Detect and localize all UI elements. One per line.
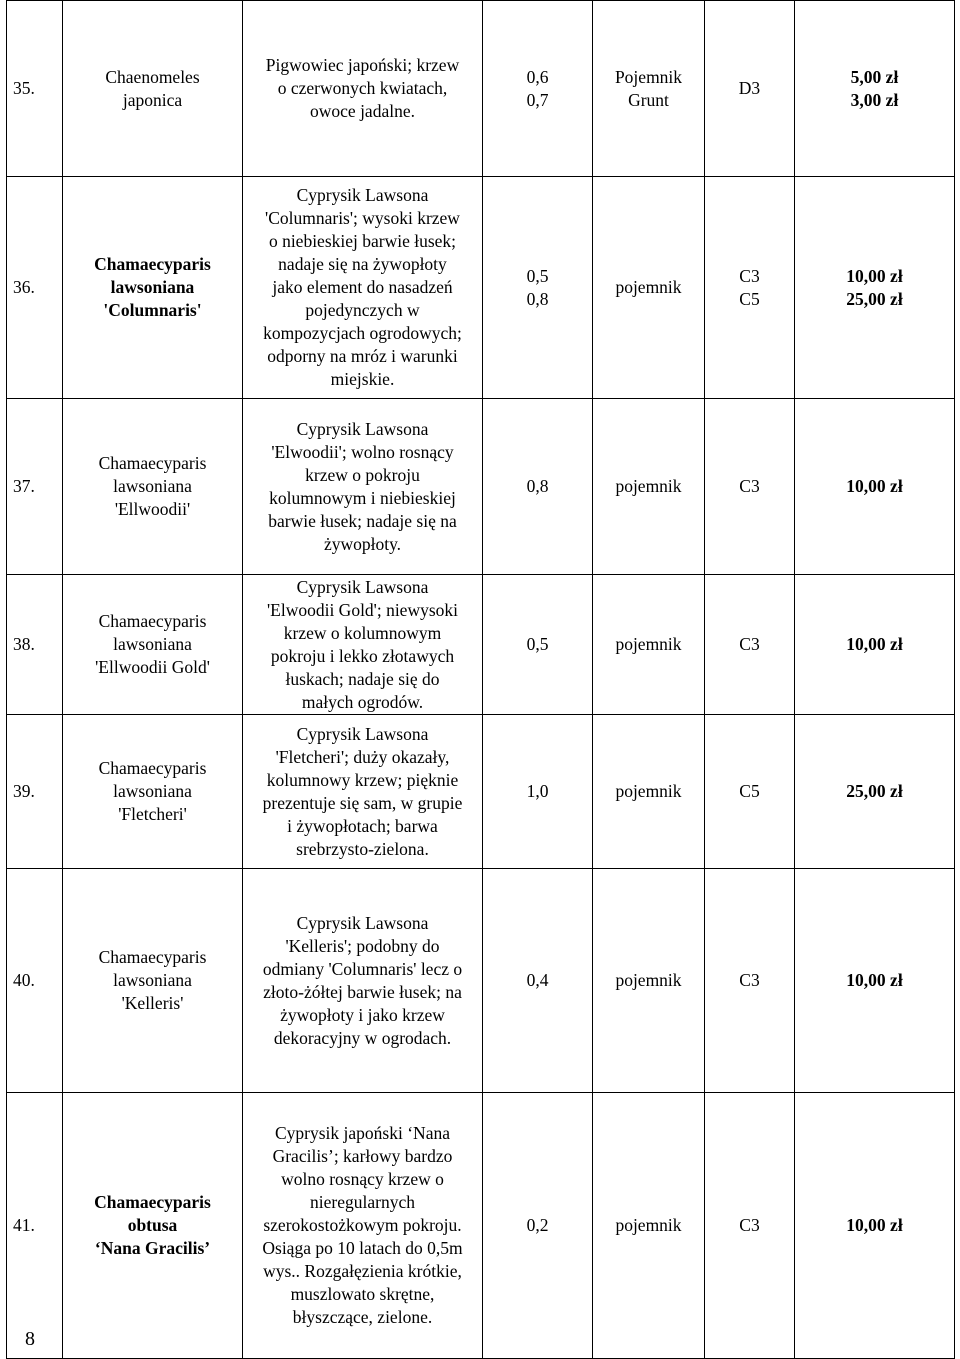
plant-size-line: 0,2 [526, 1215, 549, 1235]
row-number [7, 177, 63, 399]
price-line: 10,00 zł [846, 970, 903, 990]
description-line: owoce jadalne. [310, 101, 415, 121]
plant-size [483, 575, 593, 715]
container-size-line: D3 [738, 78, 761, 98]
description-line: kolumnowy krzew; pięknie [266, 769, 459, 790]
plant-size-line: 0,8 [526, 476, 549, 496]
plant-type-line: pojemnik [615, 476, 682, 496]
description-line: Cyprysik Lawsona [296, 912, 429, 933]
plant-size-line: 0,7 [526, 89, 549, 110]
description-line: i żywopłotach; barwa [287, 815, 438, 836]
latin-name-line: 'Ellwoodii' [114, 499, 191, 519]
latin-name-line: Chamaecyparis [98, 453, 207, 473]
description-line: Osiąga po 10 latach do 0,5m [262, 1238, 463, 1258]
container-size-line: C5 [739, 288, 760, 309]
price [795, 1093, 955, 1359]
description-line: Cyprysik Lawsona [296, 418, 429, 439]
latin-name-line: Chamaecyparis [94, 1192, 211, 1212]
row-number [7, 575, 63, 715]
description [243, 1093, 483, 1359]
description-line: złoto-żółtej barwie łusek; na [263, 981, 462, 1002]
plant-size-line: 0,5 [526, 634, 549, 654]
row-number-line: 41. [13, 1215, 35, 1235]
latin-name [63, 715, 243, 869]
description-line: 'Elwoodii'; wolno rosnący [271, 441, 454, 462]
description [243, 715, 483, 869]
plant-type-line: pojemnik [615, 1215, 682, 1235]
price-line: 10,00 zł [846, 634, 903, 654]
description-line: żywopłoty i jako krzew [280, 1004, 445, 1025]
description-line: muszlowato skrętne, [290, 1284, 435, 1304]
latin-name-line: japonica [122, 89, 183, 110]
description-line: kolumnowym i niebieskiej [269, 487, 456, 508]
description [243, 177, 483, 399]
plant-type [593, 869, 705, 1093]
latin-name [63, 1, 243, 177]
description-line: małych ogrodów. [301, 691, 424, 712]
container-size [705, 1093, 795, 1359]
row-number-line: 36. [13, 277, 35, 297]
table-row [7, 575, 955, 715]
plant-size [483, 1, 593, 177]
row-number-line: 35. [13, 78, 35, 98]
latin-name-line: Chamaecyparis [94, 254, 211, 274]
row-number-line: 40. [13, 970, 35, 990]
plant-size [483, 869, 593, 1093]
description-line: dekoracyjny w ogrodach. [273, 1027, 452, 1048]
plant-type [593, 399, 705, 575]
latin-name-line: lawsoniana [113, 781, 192, 801]
plant-size-line: 0,5 [526, 265, 549, 286]
plant-type [593, 1093, 705, 1359]
description-line: nadaje się na żywopłoty [278, 254, 447, 274]
plant-size [483, 177, 593, 399]
plant-type [593, 1, 705, 177]
latin-name [63, 1093, 243, 1359]
price [795, 575, 955, 715]
latin-name [63, 177, 243, 399]
latin-name [63, 869, 243, 1093]
description-line: o niebieskiej barwie łusek; [268, 231, 457, 251]
description-line: 'Fletcheri'; duży okazały, [275, 746, 450, 767]
description-line: odmiany 'Columnaris' lecz o [262, 958, 463, 979]
description [243, 1, 483, 177]
description-line: Gracilis’; karłowy bardzo [272, 1146, 453, 1166]
latin-name-line: lawsoniana [110, 277, 195, 297]
plant-size [483, 1093, 593, 1359]
latin-name-line: lawsoniana [113, 476, 192, 496]
plant-type-line: Pojemnik [614, 66, 683, 87]
table-row [7, 1, 955, 177]
description-line: krzew o pokroju [305, 464, 420, 485]
description-line: 'Columnaris'; wysoki krzew [265, 208, 460, 228]
table-row [7, 1093, 955, 1359]
description [243, 399, 483, 575]
container-size [705, 715, 795, 869]
description-line: Cyprysik Lawsona [296, 576, 429, 597]
plant-type [593, 177, 705, 399]
price [795, 399, 955, 575]
plant-size-line: 1,0 [526, 781, 549, 801]
latin-name-line: 'Ellwoodii Gold' [95, 657, 210, 677]
table-row [7, 869, 955, 1093]
latin-name-line: 'Columnaris' [103, 300, 202, 320]
description-line: odporny na mróz i warunki [267, 346, 458, 366]
description-line: 'Elwoodii Gold'; niewysoki [266, 599, 459, 620]
table-row [7, 715, 955, 869]
description-line: o czerwonych kwiatach, [277, 78, 448, 98]
description-line: Cyprysik Lawsona [296, 723, 429, 744]
latin-name-line: ‘Nana Gracilis’ [94, 1238, 211, 1258]
price [795, 869, 955, 1093]
container-size-line: C3 [739, 476, 760, 496]
latin-name-line: 'Fletcheri' [118, 804, 187, 824]
price-line: 25,00 zł [846, 781, 903, 801]
description-line: wolno rosnący krzew o [281, 1169, 444, 1189]
description-line: prezentuje się sam, w grupie [262, 792, 463, 813]
description [243, 869, 483, 1093]
container-size-line: C3 [739, 970, 760, 990]
description-line: 'Kelleris'; podobny do [285, 935, 440, 956]
row-number [7, 399, 63, 575]
plant-type-line: Grunt [628, 89, 669, 110]
latin-name-line: 'Kelleris' [121, 993, 184, 1013]
page-number: 8 [25, 1328, 35, 1350]
plant-type-line: pojemnik [615, 634, 682, 654]
plant-size [483, 715, 593, 869]
container-size [705, 869, 795, 1093]
plant-type-line: pojemnik [615, 277, 682, 297]
description-line: srebrzysto-zielona. [296, 838, 429, 859]
container-size [705, 177, 795, 399]
table-row [7, 177, 955, 399]
description-line: pojedynczych w [305, 300, 420, 320]
plant-size [483, 399, 593, 575]
latin-name-line: Chamaecyparis [98, 611, 207, 631]
plant-type [593, 575, 705, 715]
container-size-line: C3 [739, 265, 760, 286]
description [243, 575, 483, 715]
plant-type-line: pojemnik [615, 970, 682, 990]
row-number [7, 715, 63, 869]
description-line: barwie łusek; nadaje się na [268, 510, 457, 531]
container-size [705, 399, 795, 575]
plant-size-line: 0,4 [526, 970, 549, 990]
price [795, 1, 955, 177]
latin-name [63, 399, 243, 575]
latin-name-line: lawsoniana [113, 634, 192, 654]
description-line: nieregularnych [310, 1192, 415, 1212]
plant-type-line: pojemnik [615, 781, 682, 801]
latin-name-line: Chamaecyparis [98, 947, 207, 967]
table-row [7, 399, 955, 575]
description-line: Pigwowiec japoński; krzew [265, 55, 460, 75]
row-number-line: 39. [13, 781, 35, 801]
plant-type [593, 715, 705, 869]
plant-size-line: 0,6 [526, 66, 549, 87]
description-line: Cyprysik japoński ‘Nana [275, 1123, 450, 1143]
price-line: 3,00 zł [850, 89, 899, 110]
row-number-line: 37. [13, 476, 35, 496]
price [795, 177, 955, 399]
description-line: Cyprysik Lawsona [296, 185, 429, 205]
description-line: kompozycjach ogrodowych; [263, 323, 462, 343]
price-line: 10,00 zł [846, 265, 903, 286]
description-line: miejskie. [330, 369, 395, 389]
container-size-line: C5 [739, 781, 760, 801]
plant-price-table [6, 0, 955, 1359]
row-number [7, 869, 63, 1093]
latin-name-line: Chamaecyparis [98, 758, 207, 778]
row-number-line: 38. [13, 634, 35, 654]
price-line: 25,00 zł [846, 288, 903, 309]
row-number [7, 1, 63, 177]
price-line: 10,00 zł [846, 476, 903, 496]
latin-name-line: obtusa [127, 1215, 178, 1235]
plant-size-line: 0,8 [526, 288, 549, 309]
description-line: wys.. Rozgałęzienia krótkie, [263, 1261, 462, 1281]
latin-name [63, 575, 243, 715]
latin-name-line: lawsoniana [113, 970, 192, 990]
container-size [705, 575, 795, 715]
price-line: 10,00 zł [846, 1215, 903, 1235]
container-size-line: C3 [739, 634, 760, 654]
price [795, 715, 955, 869]
price-line: 5,00 zł [850, 66, 899, 87]
latin-name-line: Chaenomeles [105, 66, 200, 87]
description-line: żywopłoty. [323, 533, 402, 554]
container-size-line: C3 [739, 1215, 760, 1235]
description-line: błyszczące, zielone. [292, 1307, 433, 1327]
description-line: szerokostożkowym pokroju. [263, 1215, 462, 1235]
container-size [705, 1, 795, 177]
description-line: krzew o kolumnowym [283, 622, 442, 643]
description-line: pokroju i lekko złotawych [270, 645, 455, 666]
description-line: jako element do nasadzeń [272, 277, 453, 297]
description-line: łuskach; nadaje się do [285, 668, 440, 689]
row-number [7, 1093, 63, 1359]
